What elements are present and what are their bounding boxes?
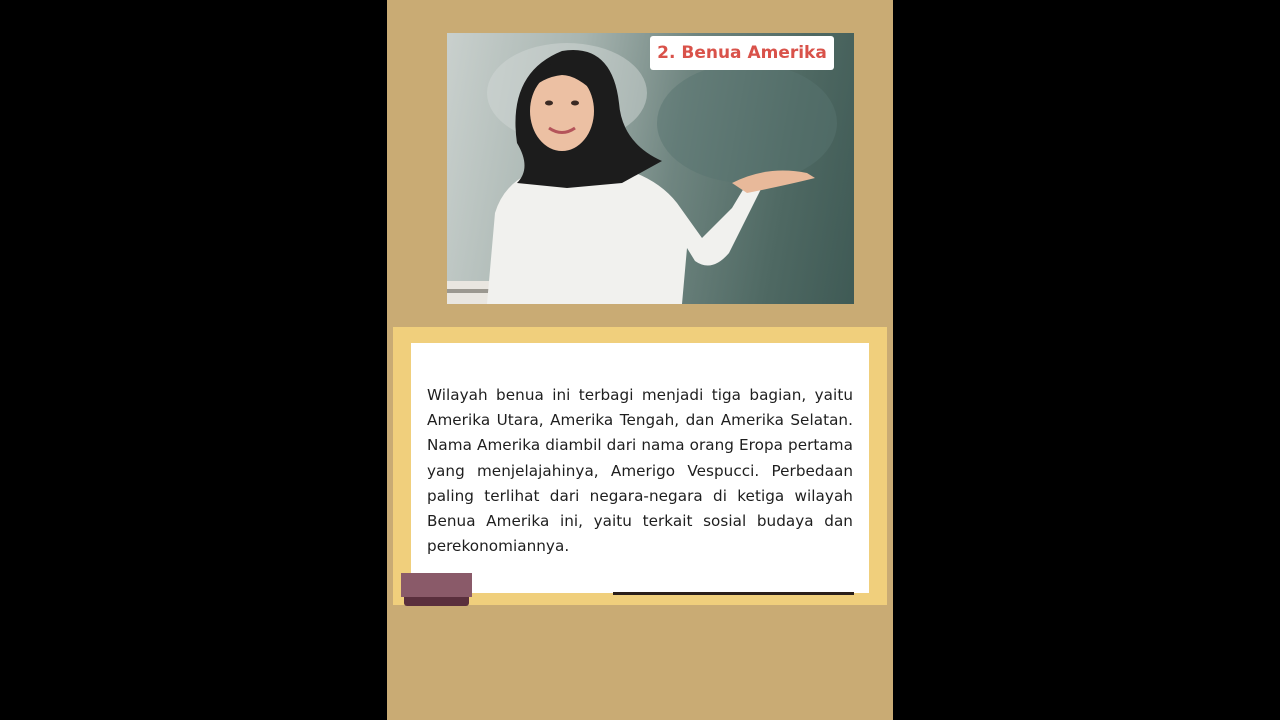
text-card-frame — [393, 327, 887, 605]
teacher-photo — [447, 33, 854, 304]
slide-title: 2. Benua Amerika — [650, 36, 834, 70]
slide — [387, 0, 893, 720]
decorative-tab — [401, 573, 472, 597]
body-text: Wilayah benua ini terbagi menjadi tiga bagian, yaitu Amerika Utara, Amerika Tengah, dan Amerika Selatan. Nama Amerika diambil dari nama orang Eropa pertama yang menjelajahinya, Amerigo Vespucci. Perbedaan paling terlihat dari negara-negara di ketiga wilayah Benua Amerika ini, yaitu terkait sosial budaya dan perekonomiannya. — [427, 386, 853, 556]
teacher-illustration — [447, 33, 854, 304]
decorative-underline — [613, 592, 854, 595]
text-card — [411, 343, 869, 593]
decorative-tab-shadow — [404, 597, 469, 606]
